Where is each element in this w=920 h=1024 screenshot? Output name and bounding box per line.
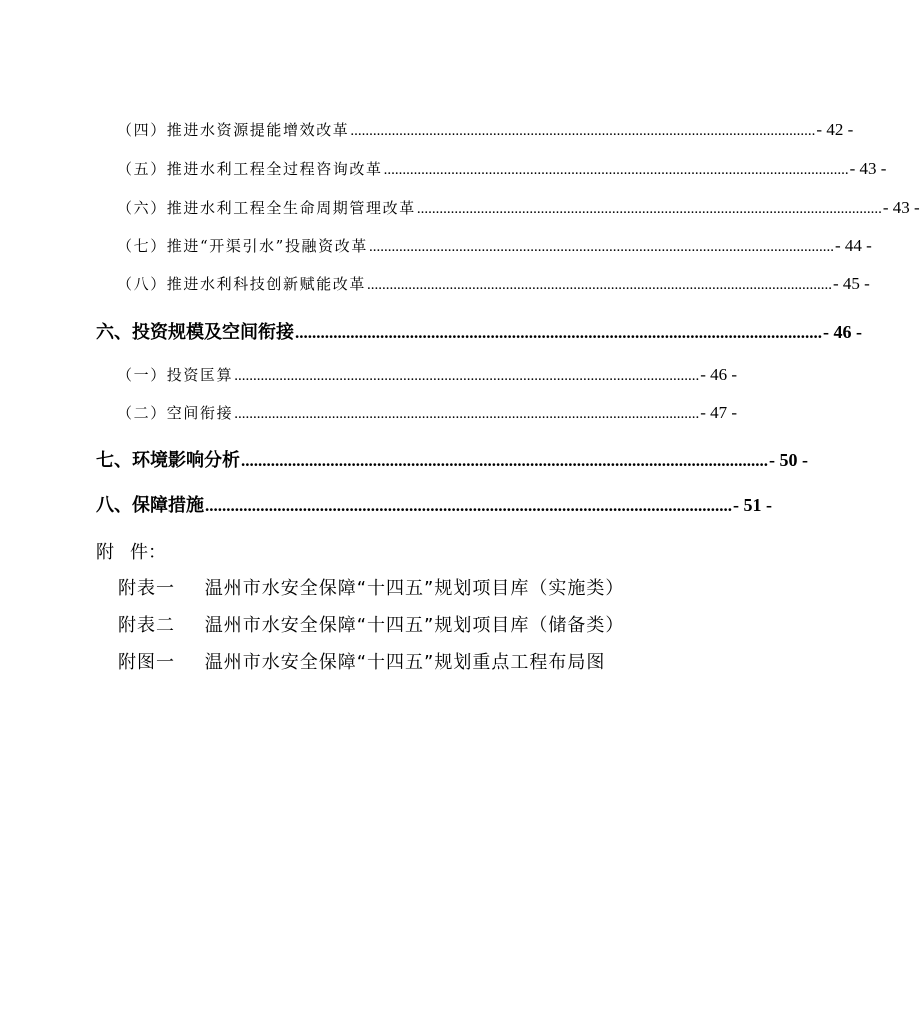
toc-entry-page: - 46 - xyxy=(700,365,738,384)
toc-leader-dots: ............................................................................................................................ xyxy=(368,239,834,255)
attachment-title: 温州市水安全保障“十四五”规划项目库（储备类） xyxy=(204,615,625,636)
toc-entry-page: - 46 - xyxy=(823,322,862,342)
attachment-item xyxy=(118,648,605,674)
toc-entry[interactable] xyxy=(117,158,887,179)
toc-entry-page: - 51 - xyxy=(733,495,772,515)
toc-leader-dots: ............................................................................................................................ xyxy=(367,277,833,293)
toc-chapter-entry[interactable] xyxy=(96,446,808,472)
toc-entry-page: - 44 - xyxy=(834,236,872,255)
attachment-label: 附表二 xyxy=(118,615,175,636)
toc-entry[interactable] xyxy=(117,119,854,140)
toc-entry-title: （一）投资匡算 xyxy=(117,366,234,384)
toc-entry-page: - 47 - xyxy=(700,403,738,422)
toc-leader-dots: ............................................................................................................................ xyxy=(295,323,822,342)
toc-entry-page: - 50 - xyxy=(769,450,808,470)
toc-entry-title: （六）推进水利工程全生命周期管理改革 xyxy=(117,199,416,217)
toc-leader-dots: ............................................................................................................................ xyxy=(241,451,768,470)
attachments-heading-part1: 附 xyxy=(96,542,114,563)
attachment-title: 温州市水安全保障“十四五”规划项目库（实施类） xyxy=(204,578,625,599)
toc-entry-title: （七）推进“开渠引水”投融资改革 xyxy=(117,237,368,255)
toc-entry[interactable] xyxy=(117,364,738,385)
toc-chapter-entry[interactable] xyxy=(96,318,862,344)
toc-entry-title: （五）推进水利工程全过程咨询改革 xyxy=(117,160,383,178)
toc-entry-page: - 43 - xyxy=(849,159,887,178)
attachment-item xyxy=(118,611,624,637)
toc-entry-page: - 43 - xyxy=(882,198,920,217)
toc-leader-dots: ............................................................................................................................ xyxy=(416,201,882,217)
toc-entry-title: 七、环境影响分析 xyxy=(96,450,240,471)
toc-entry-page: - 45 - xyxy=(833,274,870,293)
toc-leader-dots: ............................................................................................................................ xyxy=(234,368,700,384)
attachment-label: 附图一 xyxy=(118,652,175,673)
attachments-heading-part2: 件： xyxy=(130,542,166,563)
toc-entry-title: （二）空间衔接 xyxy=(117,404,234,422)
toc-entry-title: 六、投资规模及空间衔接 xyxy=(96,322,294,343)
toc-entry-title: （四）推进水资源提能增效改革 xyxy=(117,121,350,139)
toc-leader-dots: ............................................................................................................................ xyxy=(383,162,849,178)
toc-entry[interactable] xyxy=(117,402,738,423)
toc-leader-dots: ............................................................................................................................ xyxy=(205,496,732,515)
toc-entry-title: 八、保障措施 xyxy=(96,495,204,516)
toc-entry[interactable] xyxy=(117,235,872,256)
toc-entry[interactable] xyxy=(117,273,870,294)
toc-chapter-entry[interactable] xyxy=(96,491,772,517)
attachment-title: 温州市水安全保障“十四五”规划重点工程布局图 xyxy=(204,652,606,673)
attachment-label: 附表一 xyxy=(118,578,175,599)
attachments-heading xyxy=(96,538,166,564)
toc-entry-title: （八）推进水利科技创新赋能改革 xyxy=(117,275,367,293)
toc-entry[interactable] xyxy=(117,197,920,218)
toc-leader-dots: ............................................................................................................................ xyxy=(350,123,816,139)
toc-entry-page: - 42 - xyxy=(816,120,854,139)
toc-leader-dots: ............................................................................................................................ xyxy=(234,406,700,422)
attachment-item xyxy=(118,574,624,600)
